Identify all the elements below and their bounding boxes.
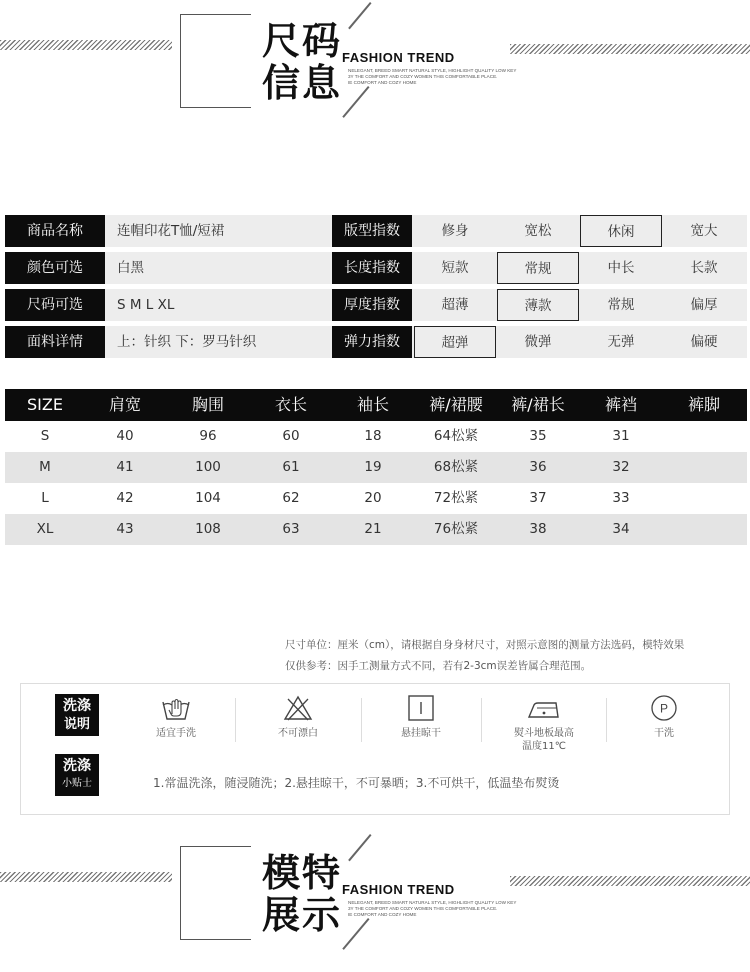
table-cell: 36 [529,459,547,475]
tagline: NELEGANT, BREED SMART NATURAL STYLE, HIGHLIGHT QUALITY LOW KEY 3Y THE COMFORT AND COZY WOMEN THIS COMFORTABLE PLACE. IE COMFORT AND COZY HOME [348,900,517,917]
column-header: SIZE [27,395,63,414]
index-label: 版型指数 [332,215,412,247]
decor-frame [180,846,251,940]
index-option: 偏硬 [690,334,718,350]
column-header: 肩宽 [108,395,141,414]
table-cell: 42 [116,490,134,506]
attribute-label: 面料详情 [5,326,105,358]
attribute-value: 连帽印花T恤/短裙 [117,223,225,239]
wash-tips-block: 洗涤 小贴士 [55,754,99,796]
table-cell: 21 [364,521,382,537]
table-cell: 62 [282,490,300,506]
column-header: 裤/裙长 [511,395,565,414]
index-option: 常规 [607,297,635,313]
table-cell: M [39,459,51,475]
attribute-label: 尺码可选 [5,289,105,321]
table-cell: 100 [195,459,221,475]
table-cell: 34 [612,521,630,537]
column-header: 裤/裙腰 [429,395,483,414]
table-cell [664,421,744,452]
iron-icon [526,694,562,722]
hang-dry-item: 悬挂晾干 [366,694,476,740]
column-header: 裤裆 [604,395,637,414]
table-cell: 64松紧 [433,428,479,444]
decor-line [342,86,369,118]
hang-dry-icon [405,694,437,722]
size-table-header [5,389,747,421]
table-cell: S [40,428,50,444]
index-option: 短款 [441,260,469,276]
table-cell: 40 [116,428,134,444]
index-option: 超薄 [441,297,469,313]
index-option: 中长 [607,260,635,276]
table-cell: XL [36,521,54,537]
section-title: 模特 展示 [262,851,343,937]
dry-clean-icon [648,694,680,722]
table-cell: L [41,490,49,506]
index-label: 长度指数 [332,252,412,284]
table-cell: 68松紧 [433,459,479,475]
decor-frame [180,14,251,108]
index-option-selected: 薄款 [497,289,579,321]
hand-wash-item: 适宜手洗 [121,694,231,740]
attribute-value: 上：针织 下：罗马针织 [117,334,257,350]
index-option: 修身 [441,223,469,239]
index-label: 厚度指数 [332,289,412,321]
attribute-row [5,252,747,284]
care-instructions [20,683,730,815]
attribute-value: S M L XL [117,297,175,313]
attribute-row [5,215,747,247]
table-cell: 32 [612,459,630,475]
no-bleach-icon [282,694,314,722]
attribute-value: 白黑 [117,260,144,276]
index-option: 长款 [690,260,718,276]
table-cell [664,452,744,483]
attribute-label: 商品名称 [5,215,105,247]
attribute-row [5,326,747,358]
index-option: 宽松 [524,223,552,239]
table-cell: 35 [529,428,547,444]
table-row [5,452,747,483]
column-header: 裤脚 [687,395,720,414]
column-header: 袖长 [356,395,389,414]
table-cell [664,514,744,545]
hand-wash-icon [160,694,192,722]
index-option: 微弹 [524,334,552,350]
fashion-trend-label: FASHION TREND [342,50,455,65]
index-option-selected: 超弹 [414,326,496,358]
fashion-trend-label: FASHION TREND [342,882,455,897]
size-note-line2: 仅供参考：因手工测量方式不同，若有2-3cm误差皆属合理范围。 [285,660,592,672]
table-cell: 104 [195,490,221,506]
table-cell: 63 [282,521,300,537]
table-cell: 31 [612,428,630,444]
table-row [5,483,747,514]
size-note-line1: 尺寸单位：厘米（cm），请根据自身身材尺寸，对照示意图的测量方法选码，模特效果 [285,639,685,651]
decor-line [348,2,371,29]
attribute-label: 颜色可选 [5,252,105,284]
table-cell: 38 [529,521,547,537]
size-info-header [0,0,750,120]
index-option: 偏厚 [690,297,718,313]
decor-stripe [510,876,750,886]
table-cell: 61 [282,459,300,475]
table-cell: 18 [364,428,382,444]
no-bleach-item: 不可漂白 [243,694,353,740]
decor-line [342,918,369,950]
decor-stripe [0,40,172,50]
svg-text:P: P [659,701,669,716]
table-cell: 76松紧 [433,521,479,537]
wash-instructions-block: 洗涤 说明 [55,694,99,736]
table-cell: 37 [529,490,547,506]
table-cell: 108 [195,521,221,537]
index-option-selected: 常规 [497,252,579,284]
index-option: 宽大 [690,223,718,239]
attribute-row [5,289,747,321]
table-cell: 60 [282,428,300,444]
iron-item: 熨斗地板最高 温度11℃ [489,694,599,753]
table-cell: 43 [116,521,134,537]
decor-line [348,834,371,861]
model-show-header [0,832,750,952]
decor-stripe [510,44,750,54]
index-label: 弹力指数 [332,326,412,358]
table-cell: 72松紧 [433,490,479,506]
table-cell [664,483,744,514]
table-cell: 20 [364,490,382,506]
section-title: 尺码 信息 [262,19,343,105]
column-header: 胸围 [191,395,224,414]
decor-stripe [0,872,172,882]
wash-tips-text: 1.常温洗涤，随浸随洗；2.悬挂晾干，不可暴晒；3.不可烘干，低温垫布熨烫 [153,776,560,790]
table-row [5,514,747,545]
index-option-selected: 休闲 [580,215,662,247]
table-cell: 19 [364,459,382,475]
tagline: NELEGANT, BREED SMART NATURAL STYLE, HIGHLIGHT QUALITY LOW KEY 3Y THE COMFORT AND COZY WOMEN THIS COMFORTABLE PLACE. IE COMFORT AND COZY HOME [348,68,517,85]
table-cell: 33 [612,490,630,506]
table-row [5,421,747,452]
table-cell: 96 [199,428,217,444]
table-cell: 41 [116,459,134,475]
column-header: 衣长 [274,395,307,414]
dry-clean-item: P 干洗 [609,694,719,740]
index-option: 无弹 [607,334,635,350]
